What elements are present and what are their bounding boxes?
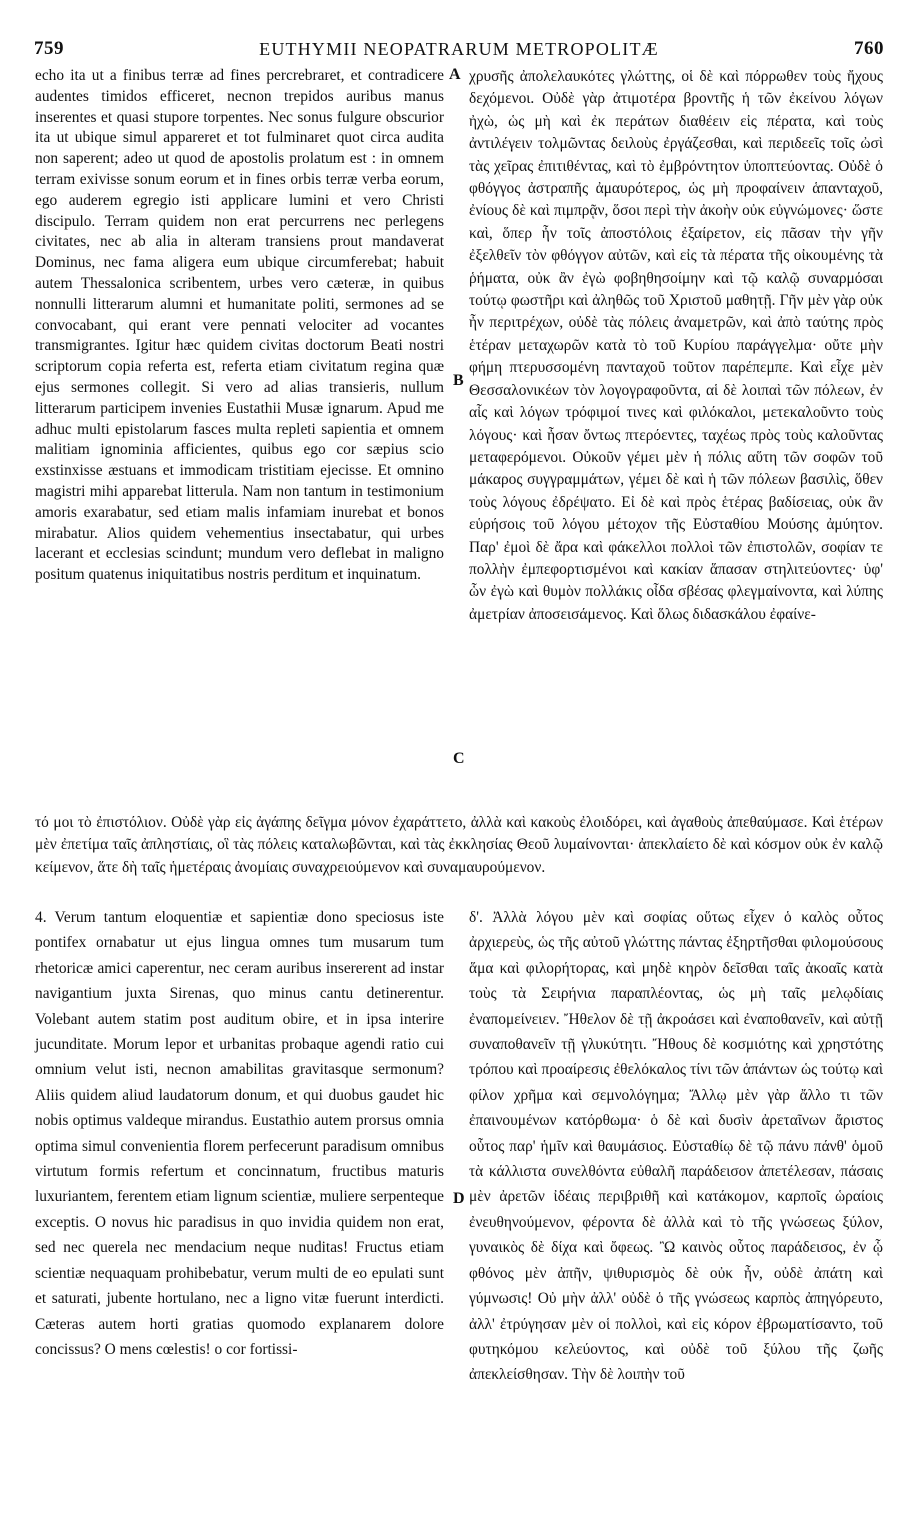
latin-paragraph-upper: echo ita ut a finibus terræ ad fines percrebraret, et contradicere audentes timidos efficeret, necnon trepidos auribus manus inserentes et quasi stupore torpentes. Nec sonus fulgure obscurior ita ut ubique simul appareret et tot fulminaret quot circa audita non saperent; adeo ut quod de apostolis prolatum est : in omnem terram exivisse sonum eorum et in fines orbis terræ verba eorum, ego auderem egregio isti applicare lumini et vero Christi discipulo. Terram quidem non erat percurrens nec perlegens civitates, nec ab alia in alteram transiens prout mandaverat Dominus, nec fama aligera eum ubique circumferebat; habuit autem Thessalonica scribentem, urbes vero cæteræ, in quibus nonnulli litterarum alumni et humanitate politi, sermones ad se convocabant, qui erant vere pennati velociter ad vocantes transmigrantes. Igitur hæc quidem civitas doctorum Beati nostri scriptorum copia referta est, referta etiam civitatum regina quæ ejus sermones collegit. Si vero ad alias transieris, nullum litterarum participem invenies Eustathii Musæ ignarum. Apud me adhuc multi epistolarum fasces multa repleti sapientia et omnem malitiam ignominia afficientes, quibus ego cor sæpius scio exstinxisse æstuans et immodicam tristitiam ejecisse. Et omnino magistri mihi apparebat litterula. Nam non tantum in testimonium amoris exarabatur, sed etiam malis infamiam inurebat et bonos mirabatur. Alios quidem vehementius insectabatur, qui urbes lacerant et ecclesias scindunt; mundum vero deflebat in maligno positum quatenus iniquitatibus nostris perditum et inquinatum. <box>35 67 444 584</box>
greek-column-upper <box>469 66 883 626</box>
section-marker-b: B <box>453 372 464 389</box>
latin-paragraph-lower: 4. Verum tantum eloquentiæ et sapientiæ dono speciosus iste pontifex ornabatur ut ejus lingua omnes tum musarum tum rhetoricæ amici caperentur, nec ceram auribus insererent ad instar navigantium juxta Sirenas, quo minus cantu detinerentur. Volebant autem statim post auditum obire, et in ipsa interire jucunditate. Morum lepor et urbanitas probaque agendi ratio cui omnium velut isti, necnon amabilitas gravitasque sermonum? Aliis quidem aliud laudatorum donum, et qui duobus gaudet hic nobis optimus valdeque mirandus. Eustathio autem prorsus omnia optima simul convenientia florem perfecerunt paradisum omnibus virtutum formis refertum et concinnatum, fructibus maturis luxuriantem, ferentem etiam lignum scientiæ, muliere serpenteque exceptis. O novus hic paradisus in quo invidia quidem non erat, sed nec querela nec mendacium neque nuditas! Fructus etiam scientiæ nequaquam prohibebatur, verum multi de eo epulati sunt et saturati, jubente hortulano, nec a ligno vitæ fuerunt interdicti. Cæteras autem horti gratias quomodo explanarem dolore concissus? O mens cœlestis! o cor fortissi- <box>35 909 444 1358</box>
page-number-right: 760 <box>854 38 884 59</box>
greek-full-width-paragraph: τό μοι τὸ ἐπιστόλιον. Οὐδὲ γὰρ εἰς ἀγάπης δεῖγμα μόνον ἐχαράττετο, ἀλλὰ καὶ κακοὺς ἐλοιδόρει, καὶ ἀγαθοὺς ἀπεθαύμασε. Καὶ ἑτέρων μὲν ἐπετίμα ταῖς ἀπληστίαις, οἳ τὰς πόλεις καταλωβῶνται, καὶ τὰς ἐκκλησίας Θεοῦ λυμαίνονται· ἀπεκλαίετο δὲ καὶ κόσμον οὐκ ἐν καλῷ κείμενον, ἅτε δὴ ταῖς ἡμετέραις ἀνομίαις συναχρειούμενον καὶ συναμαυρούμενον. <box>35 814 883 876</box>
greek-paragraph-upper: χρυσῆς ἀπολελαυκότες γλώττης, οἱ δὲ καὶ πόρρωθεν τοὺς ἤχους δεχόμενοι. Οὐδὲ γὰρ ἀτιμοτέρα βροντῆς ἡ τῶν ἐκείνου λόγων ἠχὼ, ὡς μὴ καὶ ἐκ περάτων διαθέειν εἰς πέρατα, καὶ τοὺς ἀντιλέγειν τολμῶντας δειλοὺς ἐργάζεσθαι, καὶ περιδεεῖς τοῖς ὠσὶ τὰς χεῖρας ἐπιτιθέντας, καὶ τὸ ἐμβρόντητον ὑποπτεύοντας. Οὐδὲ ὁ φθόγγος ἀστραπῆς ἀμαυρότερος, ὡς μὴ προφαίνειν ἁπανταχοῦ, ἐνίους δὲ καὶ πιμπρᾷν, ὅσοι περὶ τὴν ἀκοὴν οὐκ εὐγνώμονες· ὥστε καὶ, ὅπερ ἦν τοῖς ἀποστόλοις ἐξαίρετον, εἰς πᾶσαν τὴν γῆν ἐξελθεῖν τὸν φθόγγον αὐτῶν, καὶ εἰς τὰ πέρατα τῆς οἰκουμένης τὰ ῥήματα, οὐκ ἂν ἐγὼ φοβηθησοίμην καὶ τῷ καλῷ συναρμόσαι τούτῳ φωστῆρι καὶ ἀληθῶς τοῦ Χριστοῦ μαθητῇ. Γῆν μὲν γὰρ οὐκ ἦν περιτρέχων, οὐδὲ τὰς πόλεις ἀναμετρῶν, καὶ ἀπὸ ταύτης πρὸς ἑτέραν μεταχωρῶν κατὰ τὸ τοῦ Κυρίου παράγγελμα· οὔτε μὴν φήμη πτερυσσομένη πανταχοῦ τοῦτον παρέπεμπε. Καὶ εἶχε μὲν Θεσσαλονικέων τὸν λογογραφοῦντα, αἱ δὲ λοιπαὶ τῶν πόλεων, ἐν αἷς καὶ λόγων τρόφιμοί τινες καὶ φιλόκαλοι, μετεκαλοῦντο τοὺς λόγους· καὶ ἦσαν ὄντως πτερόεντες, ταχέως πρὸς τοὺς καλοῦντας μεταφερόμενοι. Οὐκοῦν γέμει μὲν ἡ πόλις αὕτη τῶν σοφῶν τοῦ μάκαρος συγγραμμάτων, γέμει δὲ καὶ ἡ τῶν πόλεων βασιλὶς, ὅθεν τοὺς λόγους ἐδρέψατο. Εἰ δὲ καὶ πρὸς ἑτέρας βαδίσειας, οὐκ ἂν εὑρήσοις τοῦ λόγου μέτοχον τῆς Εὐσταθίου Μούσης ἀμύητον. Παρ' ἐμοὶ δὲ ἄρα καὶ φάκελλοι πολλοὶ τῶν ἐπιστολῶν, σοφίαν τε πολλὴν ἐμπεφορτισμένοι καὶ κακίαν ἅπασαν στηλιτεύοντες· ὑφ' ὧν ἐγὼ καὶ θυμὸν πολλάκις οἶδα σβέσας φλεγμαίνοντα, καὶ λύπης ἀμετρίαν ἀποσεισάμενος. Καὶ ὅλως διδασκάλου ἐφαίνε- <box>469 68 883 623</box>
full-width-passage <box>35 812 883 879</box>
section-marker-c: C <box>453 750 465 767</box>
section-marker-a: A <box>449 66 461 83</box>
section-marker-d: D <box>453 1190 465 1207</box>
latin-column-lower <box>35 905 444 1362</box>
latin-column-upper <box>35 66 444 586</box>
running-header <box>34 38 884 64</box>
greek-paragraph-lower: δ'. Ἀλλὰ λόγου μὲν καὶ σοφίας οὕτως εἶχεν ὁ καλὸς οὗτος ἀρχιερεὺς, ὡς τῆς αὐτοῦ γλώττης πάντας ἐξηρτῆσθαι φιλομούσους ἅμα καὶ φιλορήτορας, καὶ μηδὲ κηρὸν δεῖσθαι ταῖς ἀκοαῖς κατὰ τοὺς τὰ Σειρήνια παραπλέοντας, ὡς μὴ ταῖς μελῳδίαις ἐναπομείνειεν. Ἤθελον δὲ τῇ ἀκροάσει καὶ ἐναποθανεῖν, καὶ αὐτῇ συναποθανεῖν τῇ γλυκύτητι. Ἤθους δὲ κοσμιότης καὶ χρηστότης τρόπου καὶ προαίρεσις ἐθελόκαλος τίνι τῶν ἁπάντων ὡς τούτῳ καὶ φίλον χρῆμα καὶ σεμνολόγημα; Ἄλλῳ μὲν γὰρ ἄλλο τι τῶν ἐπαινουμένων κατόρθωμα· ὁ δὲ καὶ δυσὶν ἀρεταῖνων ἄριστος οὗτος παρ' ἡμῖν καὶ θαυμάσιος. Εὐσταθίῳ δὲ τῷ πάνυ πάνθ' ὁμοῦ τὰ κάλλιστα συνελθόντα εὐθαλῆ παράδεισον ἀπετέλεσαν, πάσαις μὲν ἀρετῶν ἰδέαις περιβριθῆ καὶ κατάκομον, καρποῖς ὡραίοις ἐνευθηνούμενον, φέροντα δὲ ἀλλὰ καὶ τὸ τῆς γνώσεως ξύλον, γυναικὸς δὲ δίχα καὶ ὄφεως. Ὢ καινὸς οὗτος παράδεισος, ἐν ᾧ φθόνος μὲν ἀπῆν, ψιθυρισμὸς δὲ οὐκ ἦν, οὐδὲ ἀπάτη καὶ γύμνωσις! Οὐ μὴν ἀλλ' οὐδὲ ὁ τῆς γνώσεως καρπὸς ἀπηγόρευτο, ἀλλ' ἐτρύγησαν μὲν οἱ πολλοὶ, καὶ εἰς κόρον ἐβρωματίσαντο, τοῦ φυτηκόμου κελεύοντος, καὶ οὐδὲ τοῦ ξύλου τῆς ζωῆς ἀπεκλείσθησαν. Τὴν δὲ λοιπὴν τοῦ <box>469 909 883 1384</box>
greek-column-lower <box>469 905 883 1388</box>
running-title: EUTHYMII NEOPATRARUM METROPOLITÆ <box>259 39 659 59</box>
page-number-left: 759 <box>34 38 64 59</box>
